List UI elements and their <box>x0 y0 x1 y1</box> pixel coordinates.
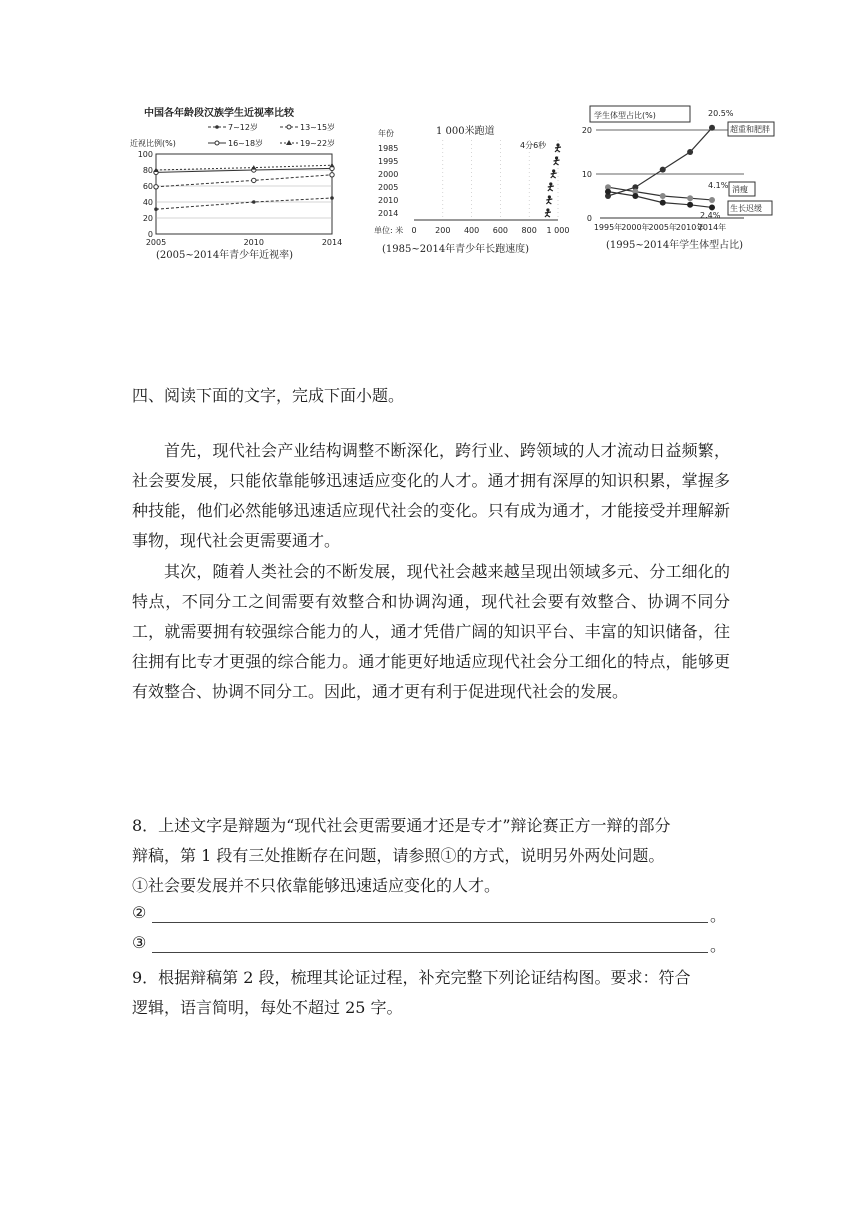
data-point <box>154 207 158 211</box>
chart-caption: (2005~2014年青少年近视率) <box>156 250 294 261</box>
paragraph-2: 其次，随着人类社会的不断发展，现代社会越来越呈现出领域多元、分工细化的特点，不同分工之间需要有效整合和协调沟通，现代社会要有效整合、协调不同分工，就需要拥有较强综合能力的人，通才凭借广阔的知识平台、丰富的知识储备，往往拥有比专才更强的综合能力。通才能更好地适应现代社会分工细化的特点，能够更有效整合、协调不同分工。因此，通才更有利于促进现代社会的发展。 <box>132 562 730 701</box>
series-line <box>156 198 332 209</box>
data-point <box>687 149 693 155</box>
data-point <box>687 202 693 208</box>
label-overweight: 超重和肥胖 <box>730 125 770 134</box>
x-tick-label: 1995年 <box>593 223 623 232</box>
value-thin: 4.1% <box>708 181 729 190</box>
runner-mark <box>554 156 560 165</box>
series-line <box>608 192 712 208</box>
y-tick-label: 100 <box>137 150 153 159</box>
y-tick-label: 40 <box>142 198 153 207</box>
annotation-time: 4分6秒 <box>520 141 547 150</box>
question-9-line-2: 逻辑，语言简明，每处不超过 25 字。 <box>132 998 403 1017</box>
runner-mark <box>551 169 557 178</box>
run-speed-chart <box>372 118 570 260</box>
question-8-line-2: 辩稿，第 1 段有三处推断存在问题，请参照①的方式，说明另外两处问题。 <box>132 846 665 865</box>
answer-blank-2[interactable] <box>152 921 708 923</box>
y-tick-label: 60 <box>142 182 153 191</box>
blank-2-period: 。 <box>710 906 727 925</box>
data-point <box>687 195 693 201</box>
x-tick-label: 2010 <box>243 238 264 247</box>
chart-title: 中国各年龄段汉族学生近视率比较 <box>144 108 294 119</box>
data-point <box>709 125 715 131</box>
data-point <box>154 185 158 189</box>
y-axis-label: 年份 <box>378 129 394 138</box>
data-point <box>330 196 334 200</box>
y-tick-label: 20 <box>581 126 592 135</box>
runner-mark <box>555 143 561 152</box>
runner-mark <box>545 208 551 217</box>
question-8-line-1: 8．上述文字是辩题为“现代社会更需要通才还是专才”辩论赛正方一辩的部分 <box>132 816 671 835</box>
series-line <box>156 175 332 187</box>
y-tick-label: 80 <box>142 166 153 175</box>
year-label: 2005 <box>378 183 399 192</box>
y-tick-label: 0 <box>586 214 592 223</box>
x-tick-label: 0 <box>411 226 417 235</box>
passage <box>132 436 730 707</box>
label-thin: 消瘦 <box>732 185 748 194</box>
data-point <box>660 200 666 206</box>
year-label: 2014 <box>378 209 399 218</box>
chart-caption: (1995~2014年学生体型占比) <box>606 240 744 251</box>
x-tick-label: 2014年 <box>697 223 727 232</box>
data-point <box>252 178 256 182</box>
label-stunted: 生长迟缓 <box>730 204 762 213</box>
year-label: 2000 <box>378 170 399 179</box>
x-tick-label: 2010年 <box>675 223 705 232</box>
x-axis-unit: 单位: 米 <box>374 226 404 235</box>
charts-row <box>0 0 860 270</box>
legend-item: 13~15岁 <box>300 123 336 132</box>
value-stunted: 2.4% <box>700 211 721 220</box>
blank-3-period: 。 <box>710 936 727 955</box>
data-point <box>252 200 256 204</box>
data-point <box>660 167 666 173</box>
x-tick-label: 400 <box>463 226 480 235</box>
data-point <box>330 173 334 177</box>
data-point <box>709 204 715 210</box>
chart-title: 1 000米跑道 <box>436 126 495 137</box>
x-tick-label: 1 000 <box>546 226 570 235</box>
legend-item: 19~22岁 <box>300 139 336 148</box>
legend-item: 16~18岁 <box>228 139 264 148</box>
year-label: 2010 <box>378 196 399 205</box>
y-axis-label: 近视比例(%) <box>130 139 176 148</box>
legend <box>208 122 335 148</box>
example-answer: ①社会要发展并不只依靠能够迅速适应变化的人才。 <box>132 876 501 895</box>
legend-item: 7~12岁 <box>228 123 258 132</box>
year-label: 1995 <box>378 157 399 166</box>
chart-caption: (1985~2014年青少年长跑速度) <box>382 244 530 255</box>
x-tick-label: 800 <box>521 226 537 235</box>
data-point <box>632 193 638 199</box>
blank-3-marker: ③ <box>132 933 147 952</box>
data-point <box>660 193 666 199</box>
y-axis-label: 学生体型占比(%) <box>594 111 656 120</box>
x-tick-label: 200 <box>435 226 451 235</box>
data-point <box>605 189 611 195</box>
y-tick-label: 10 <box>581 170 592 179</box>
myopia-line-chart <box>128 100 348 265</box>
runner-mark <box>548 182 554 191</box>
paragraph-1: 首先，现代社会产业结构调整不断深化，跨行业、跨领域的人才流动日益频繁，社会要发展，只能依靠能够迅速适应变化的人才。通才拥有深厚的知识积累，掌握多种技能，他们必然能够迅速适应现代社会的变化。只有成为通才，才能接受并理解新事物，现代社会更需要通才。 <box>132 441 730 550</box>
y-tick-label: 0 <box>147 230 153 239</box>
x-tick-label: 2014 <box>321 238 343 247</box>
x-tick-label: 2000年 <box>621 223 650 232</box>
series-line <box>156 168 332 172</box>
value-overweight: 20.5% <box>708 109 734 118</box>
question-9-line-1: 9．根据辩稿第 2 段，梳理其论证过程，补充完整下列论证结构图。要求：符合 <box>132 968 691 987</box>
y-tick-label: 20 <box>142 214 153 223</box>
x-tick-label: 2005年 <box>648 223 677 232</box>
section-heading: 四、阅读下面的文字，完成下面小题。 <box>132 386 405 405</box>
data-point <box>709 197 715 203</box>
x-tick-label: 2005 <box>145 238 167 247</box>
year-label: 1985 <box>378 144 399 153</box>
blank-2-marker: ② <box>132 903 147 922</box>
runner-mark <box>546 195 552 204</box>
series-line <box>608 128 712 196</box>
body-type-chart <box>581 98 774 260</box>
x-tick-label: 600 <box>492 226 509 235</box>
answer-blank-3[interactable] <box>152 951 708 953</box>
data-point <box>330 163 335 168</box>
